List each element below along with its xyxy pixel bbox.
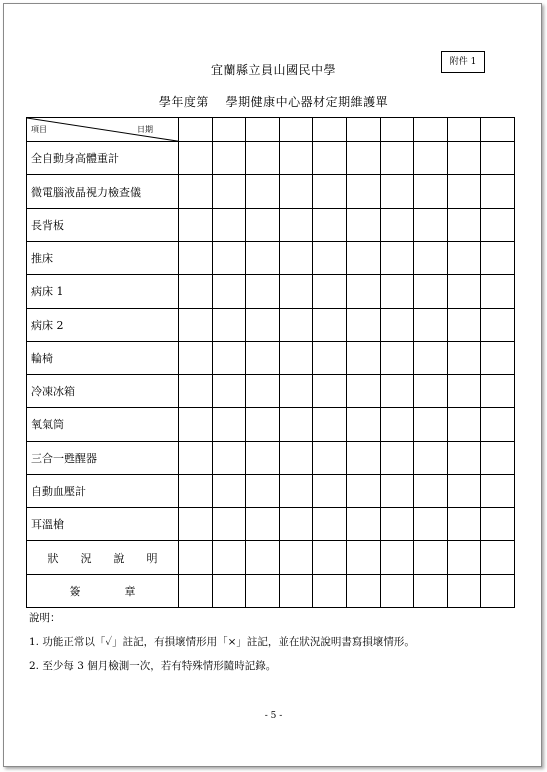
equipment-row-label: 全自動身高體重計 bbox=[27, 142, 179, 175]
check-cell bbox=[447, 142, 481, 175]
check-cell bbox=[414, 275, 448, 308]
check-cell bbox=[447, 375, 481, 408]
check-cell bbox=[313, 341, 347, 374]
check-cell bbox=[380, 508, 414, 541]
check-cell bbox=[481, 341, 515, 374]
check-cell bbox=[279, 574, 313, 607]
equipment-row-label: 病床 2 bbox=[27, 308, 179, 341]
check-cell bbox=[246, 142, 280, 175]
check-cell bbox=[212, 474, 246, 507]
date-header-cell bbox=[246, 118, 280, 142]
check-cell bbox=[380, 541, 414, 574]
date-header-cell bbox=[447, 118, 481, 142]
check-cell bbox=[414, 175, 448, 208]
equipment-row bbox=[27, 208, 515, 241]
check-cell bbox=[447, 208, 481, 241]
check-cell bbox=[279, 175, 313, 208]
check-cell bbox=[346, 474, 380, 507]
equipment-row-label: 自動血壓計 bbox=[27, 474, 179, 507]
header-row bbox=[27, 118, 515, 142]
check-cell bbox=[279, 408, 313, 441]
equipment-row bbox=[27, 175, 515, 208]
equipment-row-label: 耳溫槍 bbox=[27, 508, 179, 541]
equipment-row bbox=[27, 275, 515, 308]
check-cell bbox=[279, 208, 313, 241]
note-line: 1. 功能正常以「✓」註記，有損壞情形用「×」註記，並在狀況說明書寫損壞情形。 bbox=[29, 636, 415, 648]
check-cell bbox=[246, 341, 280, 374]
check-cell bbox=[346, 275, 380, 308]
check-cell bbox=[481, 175, 515, 208]
check-cell bbox=[179, 142, 213, 175]
check-cell bbox=[179, 308, 213, 341]
check-cell bbox=[414, 375, 448, 408]
check-cell bbox=[380, 142, 414, 175]
check-cell bbox=[179, 508, 213, 541]
check-cell bbox=[481, 474, 515, 507]
check-cell bbox=[447, 241, 481, 274]
check-cell bbox=[279, 241, 313, 274]
check-cell bbox=[313, 241, 347, 274]
check-cell bbox=[313, 541, 347, 574]
check-cell bbox=[447, 541, 481, 574]
check-cell bbox=[447, 341, 481, 374]
check-cell bbox=[313, 474, 347, 507]
annex-label: 附件 1 bbox=[441, 51, 485, 73]
check-cell bbox=[246, 175, 280, 208]
check-cell bbox=[246, 441, 280, 474]
date-header-cell bbox=[346, 118, 380, 142]
equipment-row bbox=[27, 375, 515, 408]
equipment-row bbox=[27, 408, 515, 441]
check-cell bbox=[481, 574, 515, 607]
date-header-cell bbox=[414, 118, 448, 142]
check-cell bbox=[414, 574, 448, 607]
check-cell bbox=[313, 208, 347, 241]
check-cell bbox=[346, 441, 380, 474]
check-cell bbox=[246, 541, 280, 574]
check-cell bbox=[447, 175, 481, 208]
check-cell bbox=[279, 275, 313, 308]
equipment-row-label: 病床 1 bbox=[27, 275, 179, 308]
check-cell bbox=[179, 208, 213, 241]
check-cell bbox=[380, 408, 414, 441]
equipment-row-label: 推床 bbox=[27, 241, 179, 274]
check-cell bbox=[179, 474, 213, 507]
check-cell bbox=[212, 241, 246, 274]
check-cell bbox=[246, 408, 280, 441]
check-cell bbox=[246, 375, 280, 408]
check-cell bbox=[179, 441, 213, 474]
maintenance-table bbox=[26, 117, 515, 608]
check-cell bbox=[380, 375, 414, 408]
diagonal-line bbox=[27, 118, 178, 141]
check-cell bbox=[212, 508, 246, 541]
check-cell bbox=[279, 375, 313, 408]
check-cell bbox=[346, 241, 380, 274]
equipment-row-label: 長背板 bbox=[27, 208, 179, 241]
check-cell bbox=[414, 408, 448, 441]
check-cell bbox=[179, 175, 213, 208]
check-cell bbox=[447, 574, 481, 607]
check-cell bbox=[380, 275, 414, 308]
check-cell bbox=[179, 408, 213, 441]
check-cell bbox=[346, 308, 380, 341]
date-header-cell bbox=[380, 118, 414, 142]
equipment-row-label: 冷凍冰箱 bbox=[27, 375, 179, 408]
check-cell bbox=[414, 441, 448, 474]
equipment-row bbox=[27, 308, 515, 341]
date-header-cell bbox=[179, 118, 213, 142]
check-cell bbox=[414, 308, 448, 341]
check-cell bbox=[246, 574, 280, 607]
check-cell bbox=[346, 208, 380, 241]
corner-date-label: 日期 bbox=[137, 125, 153, 134]
check-cell bbox=[481, 308, 515, 341]
check-cell bbox=[414, 541, 448, 574]
check-cell bbox=[212, 408, 246, 441]
check-cell bbox=[179, 241, 213, 274]
equipment-row-label: 輪椅 bbox=[27, 341, 179, 374]
check-cell bbox=[279, 308, 313, 341]
check-cell bbox=[447, 308, 481, 341]
check-cell bbox=[447, 441, 481, 474]
check-cell bbox=[481, 408, 515, 441]
check-cell bbox=[346, 408, 380, 441]
check-cell bbox=[380, 341, 414, 374]
check-cell bbox=[313, 508, 347, 541]
check-cell bbox=[346, 341, 380, 374]
check-cell bbox=[380, 208, 414, 241]
check-cell bbox=[246, 308, 280, 341]
equipment-row-label: 微電腦液晶視力檢查儀 bbox=[27, 175, 179, 208]
check-cell bbox=[414, 474, 448, 507]
check-cell bbox=[481, 208, 515, 241]
check-cell bbox=[279, 541, 313, 574]
equipment-row bbox=[27, 474, 515, 507]
check-cell bbox=[212, 541, 246, 574]
check-cell bbox=[212, 142, 246, 175]
check-cell bbox=[380, 308, 414, 341]
check-cell bbox=[447, 474, 481, 507]
check-cell bbox=[414, 241, 448, 274]
page-number: - 5 - bbox=[264, 711, 283, 721]
equipment-row bbox=[27, 508, 515, 541]
status-row-label: 狀 況 說 明 bbox=[27, 541, 179, 574]
equipment-row bbox=[27, 341, 515, 374]
equipment-row bbox=[27, 441, 515, 474]
check-cell bbox=[380, 175, 414, 208]
signature-row bbox=[27, 574, 515, 607]
check-cell bbox=[179, 341, 213, 374]
check-cell bbox=[313, 142, 347, 175]
check-cell bbox=[179, 375, 213, 408]
check-cell bbox=[212, 441, 246, 474]
check-cell bbox=[179, 574, 213, 607]
check-cell bbox=[447, 275, 481, 308]
check-cell bbox=[279, 142, 313, 175]
check-cell bbox=[212, 375, 246, 408]
check-cell bbox=[346, 375, 380, 408]
date-header-cell bbox=[313, 118, 347, 142]
check-cell bbox=[414, 508, 448, 541]
check-cell bbox=[313, 175, 347, 208]
check-cell bbox=[481, 541, 515, 574]
check-cell bbox=[313, 275, 347, 308]
date-header-cell bbox=[212, 118, 246, 142]
note-line: 2. 至少每 3 個月檢測一次，若有特殊情形隨時記錄。 bbox=[29, 660, 277, 672]
check-cell bbox=[447, 508, 481, 541]
check-cell bbox=[279, 474, 313, 507]
check-cell bbox=[179, 275, 213, 308]
check-cell bbox=[447, 408, 481, 441]
check-cell bbox=[246, 508, 280, 541]
check-cell bbox=[212, 175, 246, 208]
check-cell bbox=[279, 341, 313, 374]
check-cell bbox=[346, 574, 380, 607]
check-cell bbox=[212, 574, 246, 607]
check-cell bbox=[414, 142, 448, 175]
check-cell bbox=[346, 142, 380, 175]
check-cell bbox=[279, 441, 313, 474]
check-cell bbox=[179, 541, 213, 574]
check-cell bbox=[481, 142, 515, 175]
check-cell bbox=[346, 508, 380, 541]
check-cell bbox=[414, 208, 448, 241]
equipment-row bbox=[27, 241, 515, 274]
check-cell bbox=[481, 275, 515, 308]
notes-section bbox=[29, 612, 415, 672]
date-header-cell bbox=[279, 118, 313, 142]
corner-header-cell bbox=[27, 118, 179, 142]
date-header-cell bbox=[481, 118, 515, 142]
check-cell bbox=[481, 241, 515, 274]
check-cell bbox=[246, 208, 280, 241]
check-cell bbox=[279, 508, 313, 541]
check-cell bbox=[380, 241, 414, 274]
check-cell bbox=[380, 441, 414, 474]
check-cell bbox=[346, 175, 380, 208]
check-cell bbox=[414, 341, 448, 374]
check-cell bbox=[212, 341, 246, 374]
check-cell bbox=[481, 375, 515, 408]
check-cell bbox=[212, 275, 246, 308]
equipment-row-label: 氧氣筒 bbox=[27, 408, 179, 441]
check-cell bbox=[313, 574, 347, 607]
check-cell bbox=[346, 541, 380, 574]
check-cell bbox=[313, 408, 347, 441]
check-cell bbox=[313, 441, 347, 474]
form-title: 學年度第 學期健康中心器材定期維護單 bbox=[158, 95, 389, 109]
check-cell bbox=[212, 308, 246, 341]
check-cell bbox=[246, 241, 280, 274]
check-cell bbox=[313, 375, 347, 408]
equipment-row bbox=[27, 142, 515, 175]
check-cell bbox=[313, 308, 347, 341]
notes-heading: 說明： bbox=[29, 612, 61, 624]
check-cell bbox=[481, 508, 515, 541]
school-title: 宜蘭縣立員山國民中學 bbox=[210, 63, 336, 77]
equipment-row-label: 三合一甦醒器 bbox=[27, 441, 179, 474]
corner-item-label: 項目 bbox=[31, 125, 47, 134]
check-cell bbox=[246, 275, 280, 308]
check-cell bbox=[380, 574, 414, 607]
check-cell bbox=[246, 474, 280, 507]
status-row bbox=[27, 541, 515, 574]
signature-row-label: 簽 章 bbox=[27, 574, 179, 607]
check-cell bbox=[212, 208, 246, 241]
check-cell bbox=[380, 474, 414, 507]
check-cell bbox=[481, 441, 515, 474]
